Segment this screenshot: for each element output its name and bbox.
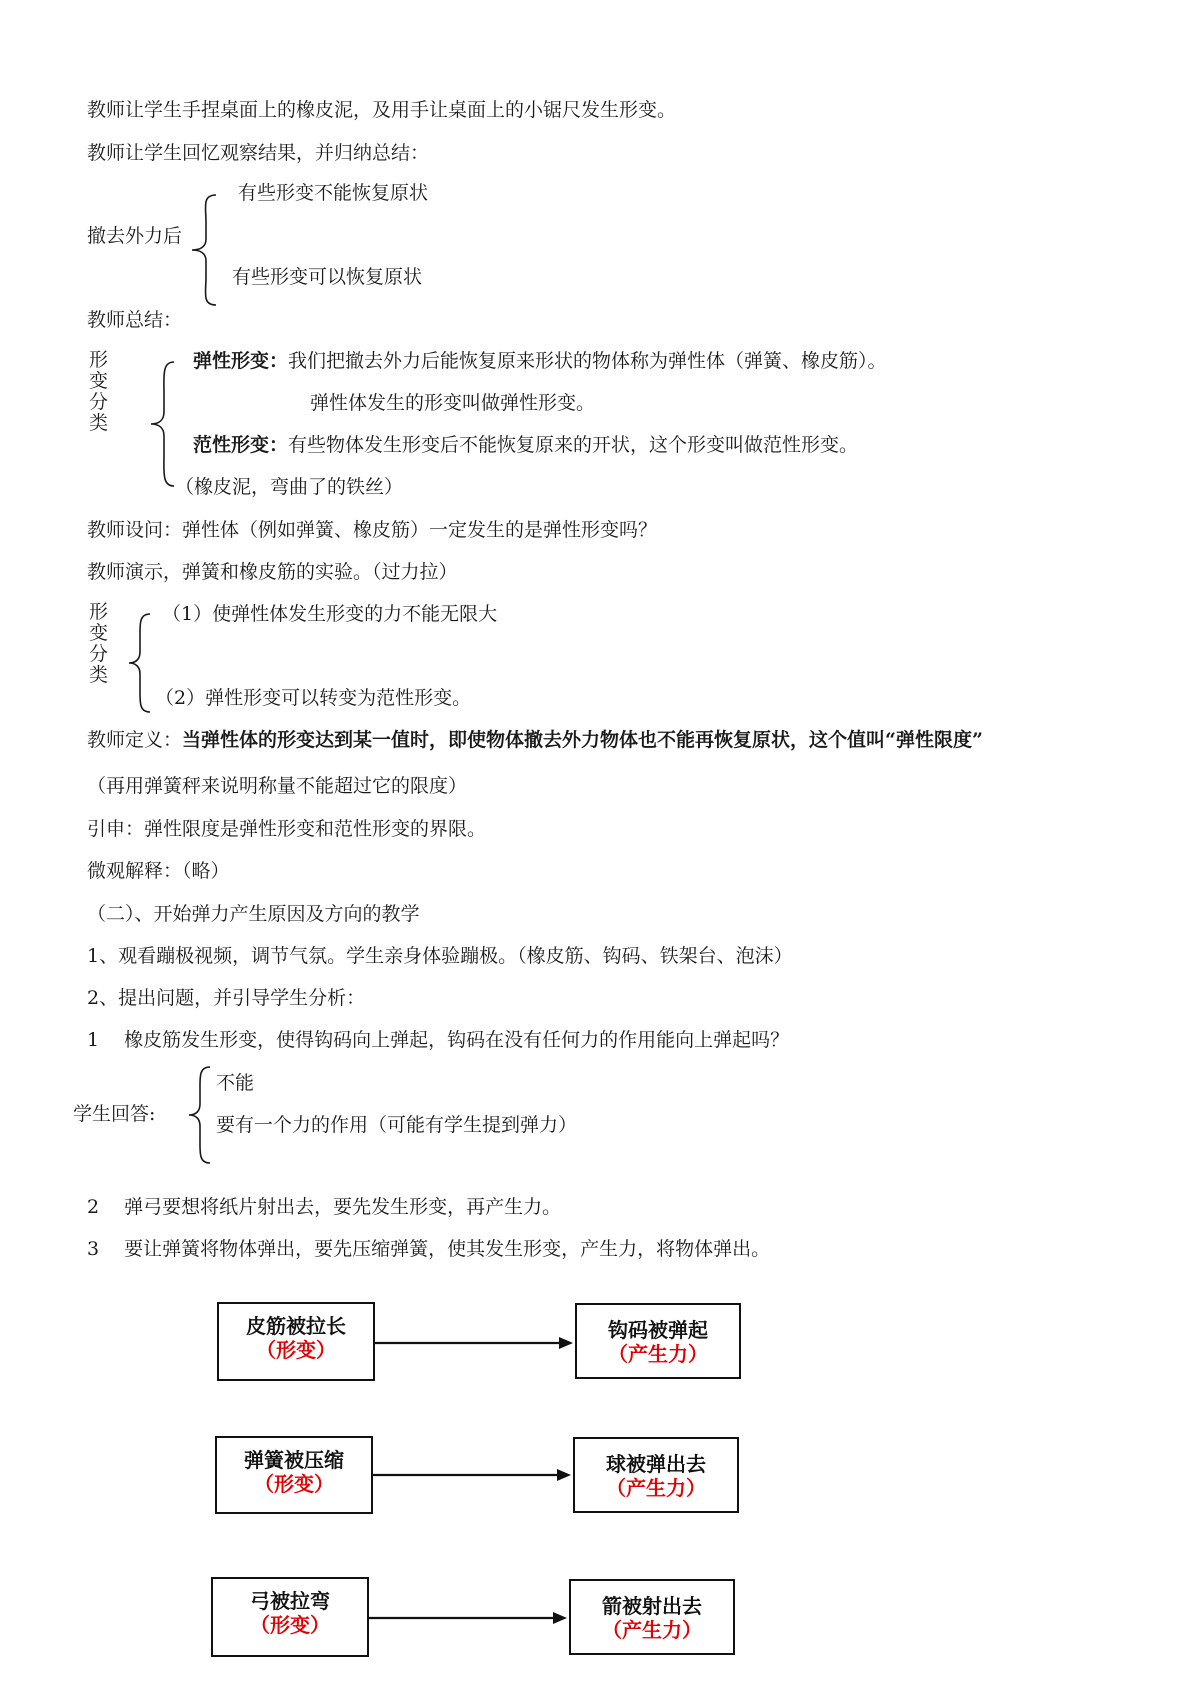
vertical-char: 类	[89, 412, 109, 434]
arrow-connector	[373, 1467, 573, 1483]
effect-box	[569, 1579, 735, 1655]
vertical-char: 分	[89, 391, 109, 413]
vertical-char: 变	[89, 370, 109, 392]
left-brace	[188, 193, 218, 307]
cause-tag: （形变）	[250, 1613, 330, 1637]
brace-option: 有些形变不能恢复原状	[238, 182, 429, 204]
paragraph-line: 教师设问：弹性体（例如弹簧、橡皮筋）一定发生的是弹性形变吗？	[87, 519, 658, 541]
vertical-label	[89, 350, 111, 434]
paragraph-line: 教师让学生回忆观察结果，并归纳总结：	[87, 142, 430, 164]
cause-box	[211, 1577, 369, 1657]
vertical-char: 形	[89, 601, 109, 623]
vertical-char: 形	[89, 349, 109, 371]
vertical-char: 变	[89, 622, 109, 644]
cause-tag: （形变）	[254, 1472, 334, 1496]
effect-tag: （产生力）	[606, 1476, 706, 1500]
elastic-text: 我们把撤去外力后能恢复原来形状的物体称为弹性体（弹簧、橡皮筋）。	[288, 350, 887, 372]
paragraph-line: 1 橡皮筋发生形变，使得钩码向上弹起，钩码在没有任何力的作用能向上弹起吗？	[87, 1029, 790, 1051]
effect-label: 球被弹出去	[606, 1452, 706, 1476]
definition-line: （橡皮泥，弯曲了的铁丝）	[175, 476, 404, 498]
plastic-term: 范性形变：	[193, 434, 289, 456]
effect-box	[575, 1303, 741, 1379]
left-brace	[186, 1065, 212, 1165]
vertical-char: 类	[89, 664, 109, 686]
cause-label: 弹簧被压缩	[244, 1448, 344, 1472]
cause-box	[217, 1302, 375, 1381]
plastic-text: 有些物体发生形变后不能恢复原来的开状，这个形变叫做范性形变。	[288, 434, 859, 456]
paragraph-line: 1、观看蹦极视频，调节气氛。学生亲身体验蹦极。（橡皮筋、钩码、铁架台、泡沫）	[87, 945, 793, 967]
elastic-term: 弹性形变：	[193, 350, 289, 372]
cause-label: 皮筋被拉长	[246, 1314, 346, 1338]
brace-option: 有些形变可以恢复原状	[232, 266, 423, 288]
cause-label: 弓被拉弯	[250, 1589, 330, 1613]
cause-box	[215, 1436, 373, 1514]
effect-label: 钩码被弹起	[608, 1318, 708, 1342]
paragraph-line: 微观解释：（略）	[87, 860, 230, 882]
answer-item: 不能	[216, 1072, 255, 1094]
definition-text: 当弹性体的形变达到某一值时，即使物体撤去外力物体也不能再恢复原状，这个值叫“弹性限度”	[182, 729, 983, 751]
arrow-connector	[369, 1610, 569, 1626]
left-brace	[126, 612, 152, 714]
paragraph-line: 2、提出问题，并引导学生分析：	[87, 987, 366, 1009]
arrow-connector	[375, 1335, 575, 1351]
effect-box	[573, 1437, 739, 1513]
vertical-label	[89, 602, 111, 686]
list-item: （2）弹性形变可以转变为范性形变。	[155, 687, 472, 709]
brace-label: 撤去外力后	[87, 225, 183, 247]
paragraph-line: 引申：弹性限度是弹性形变和范性形变的界限。	[87, 818, 487, 840]
paragraph-line: （再用弹簧秤来说明称量不能超过它的限度）	[87, 775, 468, 797]
definition-line	[193, 434, 858, 456]
list-item: （1）使弹性体发生形变的力不能无限大	[162, 603, 498, 625]
brace-label: 学生回答:	[73, 1103, 156, 1125]
paragraph-line: 3 要让弹簧将物体弹出，要先压缩弹簧，使其发生形变，产生力，将物体弹出。	[87, 1238, 771, 1260]
paragraph-line: 教师总结：	[87, 309, 183, 331]
effect-tag: （产生力）	[608, 1342, 708, 1366]
definition-prefix: 教师定义：	[87, 729, 183, 751]
paragraph-line: 教师演示，弹簧和橡皮筋的实验。（过力拉）	[87, 561, 458, 583]
cause-tag: （形变）	[256, 1338, 336, 1362]
definition-line	[87, 729, 983, 751]
paragraph-line: 教师让学生手捏桌面上的橡皮泥，及用手让桌面上的小锯尺发生形变。	[87, 99, 677, 121]
section-heading: （二）、开始弹力产生原因及方向的教学	[87, 903, 420, 925]
left-brace	[148, 360, 176, 488]
definition-line	[193, 350, 887, 372]
vertical-char: 分	[89, 643, 109, 665]
answer-item: 要有一个力的作用（可能有学生提到弹力）	[216, 1114, 578, 1136]
effect-tag: （产生力）	[602, 1618, 702, 1642]
effect-label: 箭被射出去	[602, 1594, 702, 1618]
definition-line: 弹性体发生的形变叫做弹性形变。	[310, 392, 596, 414]
paragraph-line: 2 弹弓要想将纸片射出去，要先发生形变，再产生力。	[87, 1196, 562, 1218]
